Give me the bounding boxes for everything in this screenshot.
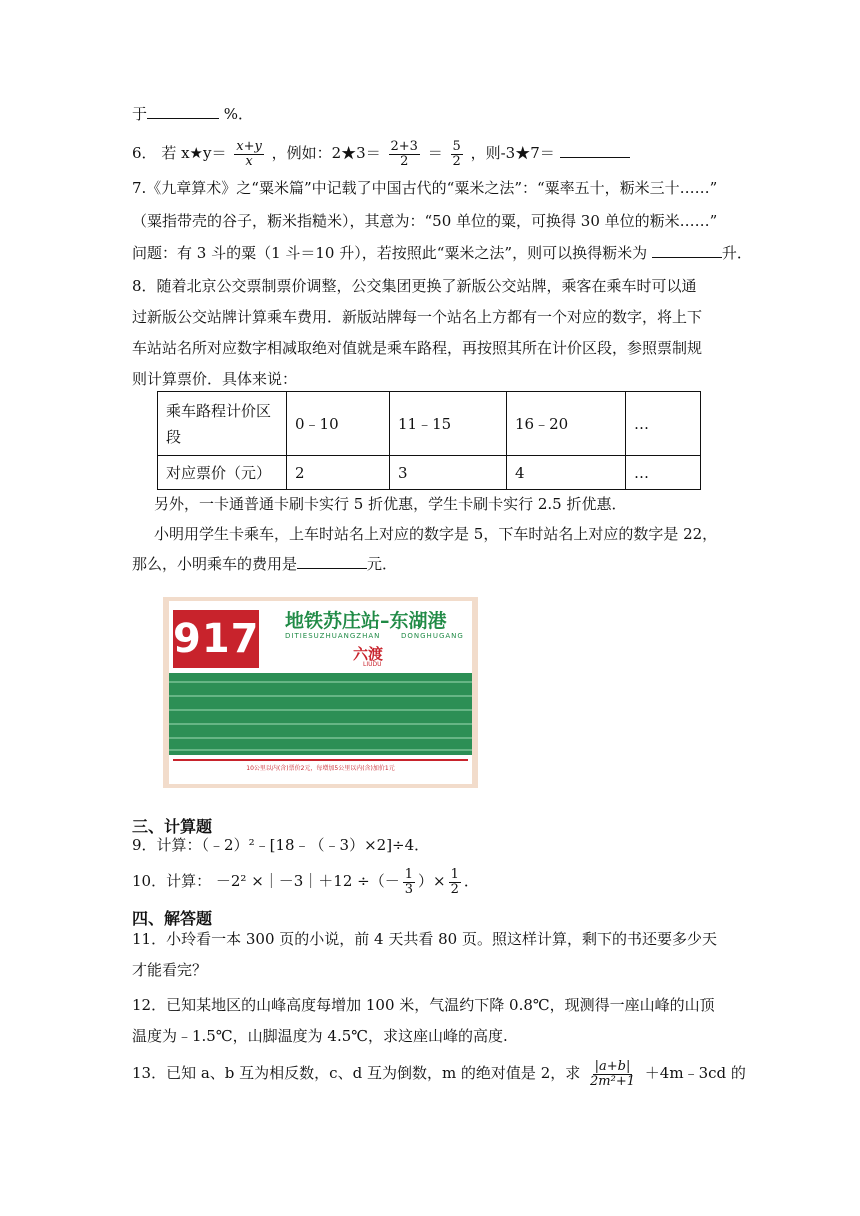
q5-tail bbox=[132, 104, 253, 124]
fraction-numerator: 5 bbox=[452, 138, 461, 154]
stations-row bbox=[169, 737, 472, 739]
q8-after1: 另外，一卡通普通卡刷卡实行 5 折优惠，学生卡刷卡实行 2.5 折优惠． bbox=[154, 495, 627, 513]
stations-row bbox=[169, 709, 472, 711]
q10-expression-part2: ）× bbox=[418, 872, 446, 890]
table-cell: 11﹣15 bbox=[390, 392, 507, 456]
fraction-numerator: 1 bbox=[404, 866, 414, 882]
answer-blank[interactable] bbox=[560, 143, 630, 158]
q6-text4: ，则-3★7＝ bbox=[470, 144, 555, 162]
q10-prefix: 10．计算： bbox=[132, 872, 212, 890]
q8-after3-pre: 那么，小明乘车的费用是 bbox=[132, 555, 298, 573]
q8-after3-post: 元． bbox=[367, 555, 398, 573]
table-cell: 3 bbox=[390, 456, 507, 490]
q8-after2: 小明用学生卡乘车，上车时站名上对应的数字是 5，下车时站名上对应的数字是 22， bbox=[154, 525, 718, 543]
q13-prefix: 13．已知 a、b 互为相反数，c、d 互为倒数，m 的绝对值是 2，求 bbox=[132, 1064, 581, 1082]
table-cell: 16﹣20 bbox=[507, 392, 626, 456]
route-pinyin-right: DONGHUGANG bbox=[401, 632, 464, 640]
q11-line2: 才能看完？ bbox=[132, 961, 208, 979]
q7-line3-end: 升． bbox=[721, 244, 752, 262]
question-10 bbox=[132, 866, 479, 897]
stations-row bbox=[169, 681, 472, 683]
table-cell: 2 bbox=[287, 456, 390, 490]
q12-line1: 12．已知某地区的山峰高度每增加 100 米，气温约下降 0.8℃，现测得一座山峰的山顶 bbox=[132, 996, 715, 1014]
table-row bbox=[158, 392, 701, 456]
area-pinyin: LIUDU bbox=[363, 661, 382, 668]
q6-fraction-result bbox=[451, 140, 463, 169]
q11-line1: 11．小玲看一本 300 页的小说，前 4 天共看 80 页。照这样计算，剩下的书还要多少天 bbox=[132, 930, 717, 948]
area-name: 六渡 bbox=[353, 645, 384, 663]
answer-blank[interactable] bbox=[297, 554, 367, 569]
q8-line4: 则计算票价．具体来说： bbox=[132, 370, 298, 388]
question-13 bbox=[132, 1058, 746, 1089]
table-cell: 0﹣10 bbox=[287, 392, 390, 456]
sign-fare-rule: 10公里以内(含)票价2元，每增加5公里以内(含)加价1元 bbox=[173, 759, 468, 777]
table-row bbox=[158, 456, 701, 490]
route-number: 917 bbox=[173, 610, 259, 668]
table-cell: 乘车路程计价区段 bbox=[158, 392, 287, 456]
q13-fraction bbox=[588, 1060, 637, 1089]
q8-line1: 8．随着北京公交票制票价调整，公交集团更换了新版公交站牌，乘客在乘车时可以通 bbox=[132, 277, 697, 295]
q7-line3 bbox=[132, 243, 752, 263]
answer-blank[interactable] bbox=[147, 104, 219, 119]
q7-line2: （粟指带壳的谷子，粝米指糙米），其意为：“50 单位的粟，可换得 30 单位的粝米……” bbox=[132, 212, 718, 230]
fraction-numerator: x+y bbox=[236, 138, 262, 154]
fraction-denominator: 2 bbox=[400, 153, 409, 169]
q5-prefix: 于 bbox=[132, 105, 148, 123]
q8-line2: 过新版公交站牌计算乘车费用．新版站牌每一个站名上方都有一个对应的数字，将上下 bbox=[132, 308, 703, 326]
q7-line1: 7.《九章算术》之“粟米篇”中记载了中国古代的“粟米之法”：“粟率五十，粝米三十……” bbox=[132, 179, 718, 197]
q6-number: 6． bbox=[132, 144, 157, 162]
q8-line3: 车站站名所对应数字相减取绝对值就是乘车路程，再按照其所在计价区段，参照票制规 bbox=[132, 339, 703, 357]
q7-line3-text: 问题：有 3 斗的粟（1 斗＝10 升），若按照此“粟米之法”，则可以换得粝米为 bbox=[132, 244, 648, 262]
fraction-denominator: 2 bbox=[452, 153, 461, 169]
q13-suffix: ＋4m﹣3cd 的 bbox=[644, 1064, 746, 1082]
q12-line2: 温度为﹣1.5℃，山脚温度为 4.5℃，求这座山峰的高度. bbox=[132, 1027, 508, 1045]
stations-row bbox=[169, 723, 472, 725]
question-6 bbox=[132, 138, 630, 169]
question-9: 9．计算：（﹣2）²﹣[18﹣（﹣3）×2]÷4． bbox=[132, 836, 430, 854]
q6-fraction-example bbox=[389, 140, 420, 169]
bus-stop-sign-image bbox=[163, 597, 478, 788]
fraction-numerator: 1 bbox=[450, 866, 459, 882]
fraction-numerator: 2+3 bbox=[390, 138, 418, 154]
table-cell: … bbox=[626, 392, 701, 456]
section-title-answer: 四、解答题 bbox=[132, 909, 213, 928]
q6-text3: ＝ bbox=[427, 144, 443, 162]
route-name: 地铁苏庄站–东湖港 bbox=[285, 610, 447, 632]
q6-text2: ，例如：2★3＝ bbox=[271, 144, 381, 162]
q5-suffix: %． bbox=[223, 105, 254, 123]
q6-text1: 若 x★y＝ bbox=[161, 144, 227, 162]
q8-after3 bbox=[132, 554, 397, 574]
stations-panel bbox=[169, 673, 472, 755]
fraction-denominator: 3 bbox=[404, 881, 414, 897]
q6-fraction-definition bbox=[234, 140, 264, 169]
section-title-calculation: 三、计算题 bbox=[132, 817, 213, 836]
q10-fraction-half bbox=[449, 868, 461, 897]
table-cell: 4 bbox=[507, 456, 626, 490]
fraction-numerator: |a+b| bbox=[594, 1058, 631, 1074]
stations-row bbox=[169, 749, 472, 751]
fare-table bbox=[157, 391, 701, 490]
fraction-denominator: 2m²+1 bbox=[590, 1073, 636, 1089]
route-pinyin-left: DITIESUZHUANGZHAN bbox=[285, 632, 381, 640]
stations-row bbox=[169, 695, 472, 697]
fraction-denominator: 2 bbox=[450, 881, 459, 897]
q10-expression-part1: －2² ×｜－3｜＋12 ÷（－ bbox=[215, 872, 400, 890]
answer-blank[interactable] bbox=[652, 243, 722, 258]
q10-fraction-third bbox=[403, 868, 415, 897]
table-cell: … bbox=[626, 456, 701, 490]
q10-end: ． bbox=[463, 872, 479, 890]
fraction-denominator: x bbox=[245, 153, 253, 169]
table-cell: 对应票价（元） bbox=[158, 456, 287, 490]
